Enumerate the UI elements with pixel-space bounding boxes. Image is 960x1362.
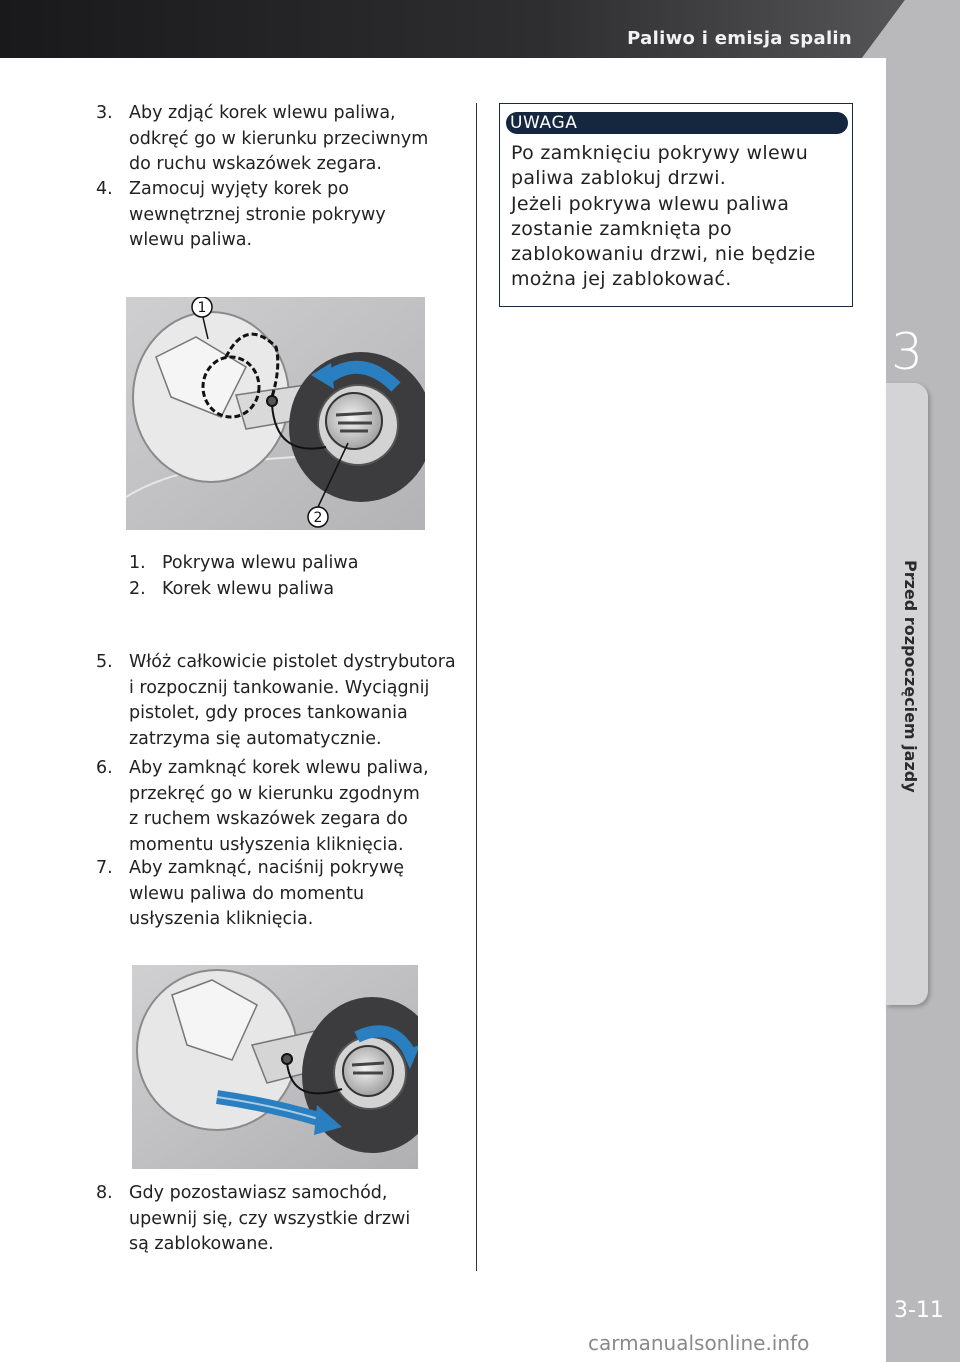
step-text: Gdy pozostawiasz samochód, (129, 1183, 388, 1203)
chapter-title: Przed rozpoczęciem jazdy (901, 560, 920, 793)
step-text: wlewu paliwa do momentu (129, 883, 365, 904)
step-text: Aby zamknąć, naciśnij pokrywę (129, 858, 405, 878)
step-text: momentu usłyszenia kliknięcia. (129, 834, 404, 855)
warning-paragraph-2 (511, 192, 841, 292)
step-text: Włóż całkowicie pistolet dystrybutora (129, 652, 456, 672)
legend-item-1 (129, 551, 429, 577)
step-number: 6. (96, 758, 113, 778)
step-8 (96, 1181, 464, 1258)
step-4 (96, 177, 464, 254)
chapter-number: 3 (891, 323, 923, 381)
step-text: Zamocuj wyjęty korek po (129, 179, 349, 199)
step-text: Aby zamknąć korek wlewu paliwa, (129, 758, 429, 778)
step-text: pistolet, gdy proces tankowania (129, 703, 408, 723)
step-text: usłyszenia kliknięcia. (129, 909, 314, 929)
legend-item-2 (129, 577, 429, 603)
warning-paragraph-1 (511, 141, 841, 191)
warning-text: Po zamknięciu pokrywy wlewu (511, 142, 809, 164)
step-text: wewnętrznej stronie pokrywy (129, 204, 386, 225)
step-text: upewnij się, czy wszystkie drzwi (129, 1208, 411, 1229)
step-text: i rozpocznij tankowanie. Wyciągnij (129, 677, 430, 698)
warning-text: zostanie zamknięta po (511, 218, 732, 240)
step-number: 8. (96, 1183, 113, 1203)
warning-text: można jej zablokować. (511, 268, 732, 290)
step-text: wlewu paliwa. (129, 230, 253, 250)
step-5 (96, 650, 464, 752)
section-title: Paliwo i emisja spalin (627, 28, 852, 49)
step-text: odkręć go w kierunku przeciwnym (129, 128, 429, 149)
warning-text: Jeżeli pokrywa wlewu paliwa (511, 193, 790, 215)
page-header (0, 0, 960, 58)
warning-text: zablokowaniu drzwi, nie będzie (511, 243, 816, 265)
step-number: 3. (96, 103, 113, 123)
legend-text: Korek wlewu paliwa (162, 579, 335, 599)
callout-1: 1 (197, 300, 207, 316)
step-number: 5. (96, 652, 113, 672)
step-number: 7. (96, 858, 113, 878)
fuel-cap-closing-illustration (132, 965, 418, 1169)
step-number: 4. (96, 179, 113, 199)
legend-text: Pokrywa wlewu paliwa (162, 553, 359, 573)
page-number: 3-11 (894, 1298, 944, 1323)
step-text: z ruchem wskazówek zegara do (129, 809, 408, 829)
warning-label: UWAGA (510, 113, 578, 133)
fuel-cap-removal-illustration (126, 297, 425, 530)
step-text: Aby zdjąć korek wlewu paliwa, (129, 103, 396, 123)
legend-number: 1. (129, 553, 146, 573)
step-text: są zablokowane. (129, 1234, 274, 1254)
step-text: przekręć go w kierunku zgodnym (129, 783, 420, 804)
step-7 (96, 856, 464, 933)
watermark: carmanualsonline.info (588, 1331, 810, 1355)
step-3 (96, 101, 464, 178)
step-text: zatrzyma się automatycznie. (129, 728, 382, 749)
column-divider (476, 103, 477, 1271)
warning-text: paliwa zablokuj drzwi. (511, 167, 727, 189)
step-6 (96, 756, 464, 858)
legend-number: 2. (129, 579, 146, 599)
callout-2: 2 (313, 510, 323, 526)
step-text: do ruchu wskazówek zegara. (129, 154, 382, 174)
